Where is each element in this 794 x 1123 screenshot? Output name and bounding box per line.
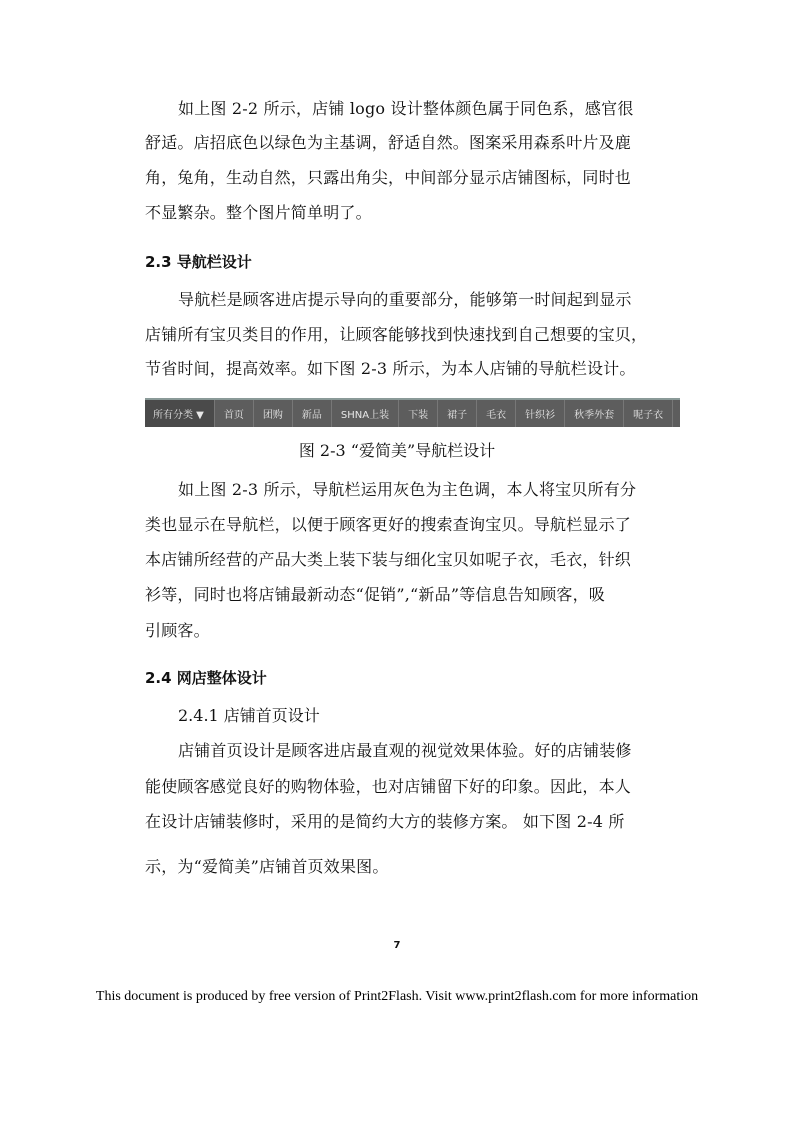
- paragraph-3-line-4: 衫等，同时也将店铺最新动态“促销”,“新品”等信息告知顾客，吸: [145, 585, 606, 604]
- paragraph-1-line-2: 舒适。店招底色以绿色为主基调，舒适自然。图案采用森系叶片及鹿: [145, 133, 632, 152]
- nav-item-skirts: 裙子: [438, 400, 477, 427]
- paragraph-3-line-1: 如上图 2-3 所示，导航栏运用灰色为主色调，本人将宝贝所有分: [178, 480, 637, 499]
- section-heading-2-4: 2.4 网店整体设计: [145, 669, 267, 687]
- paragraph-4-line-4: 示，为“爱简美”店铺首页效果图。: [145, 857, 389, 876]
- paragraph-2-line-2: 店铺所有宝贝类目的作用，让顾客能够找到快速找到自己想要的宝贝，: [145, 325, 648, 344]
- paragraph-4-line-2: 能使顾客感觉良好的购物体验，也对店铺留下好的印象。因此，本人: [145, 777, 632, 796]
- paragraph-1-line-4: 不显繁杂。整个图片简单明了。: [145, 203, 372, 222]
- section-heading-2-3: 2.3 导航栏设计: [145, 253, 252, 271]
- footer-notice: This document is produced by free version of Print2Flash. Visit www.print2flash.com for more information: [95, 989, 699, 1004]
- figure-caption: 图 2-3 “爱简美”导航栏设计: [298, 441, 496, 460]
- nav-item-all-categories: 所有分类 ▼: [145, 400, 215, 427]
- paragraph-4-line-3: 在设计店铺装修时，采用的是简约大方的装修方案。 如下图 2-4 所: [145, 812, 625, 831]
- paragraph-1-line-1: 如上图 2-2 所示，店铺 logo 设计整体颜色属于同色系，感官很: [178, 99, 634, 118]
- paragraph-2-line-1: 导航栏是顾客进店提示导向的重要部分，能够第一时间起到显示: [178, 290, 632, 309]
- paragraph-3-line-2: 类也显示在导航栏，以便于顾客更好的搜索查询宝贝。导航栏显示了: [145, 515, 632, 534]
- nav-item-group-buy: 团购: [254, 400, 293, 427]
- nav-item-bottoms: 下装: [399, 400, 438, 427]
- nav-item-home: 首页: [215, 400, 254, 427]
- paragraph-2-line-3: 节省时间，提高效率。如下图 2-3 所示，为本人店铺的导航栏设计。: [145, 359, 636, 378]
- nav-item-autumn-coats: 秋季外套: [565, 400, 624, 427]
- nav-item-sweaters: 毛衣: [477, 400, 516, 427]
- nav-item-tops: SHNA上装: [332, 400, 399, 427]
- nav-item-wool-coats: 呢子衣: [624, 400, 673, 427]
- paragraph-3-line-3: 本店铺所经营的产品大类上装下装与细化宝贝如呢子衣，毛衣，针织: [145, 550, 632, 569]
- paragraph-1-line-3: 角，兔角，生动自然，只露出角尖，中间部分显示店铺图标，同时也: [145, 168, 632, 187]
- page-number: 7: [393, 940, 401, 951]
- nav-item-knitwear: 针织衫: [516, 400, 565, 427]
- nav-item-new: 新品: [293, 400, 332, 427]
- paragraph-4-line-1: 店铺首页设计是顾客进店最直观的视觉效果体验。好的店铺装修: [178, 741, 632, 760]
- paragraph-3-line-5: 引顾客。: [145, 621, 210, 640]
- subsection-heading-2-4-1: 2.4.1 店铺首页设计: [178, 706, 320, 725]
- navigation-bar-figure: [145, 398, 680, 427]
